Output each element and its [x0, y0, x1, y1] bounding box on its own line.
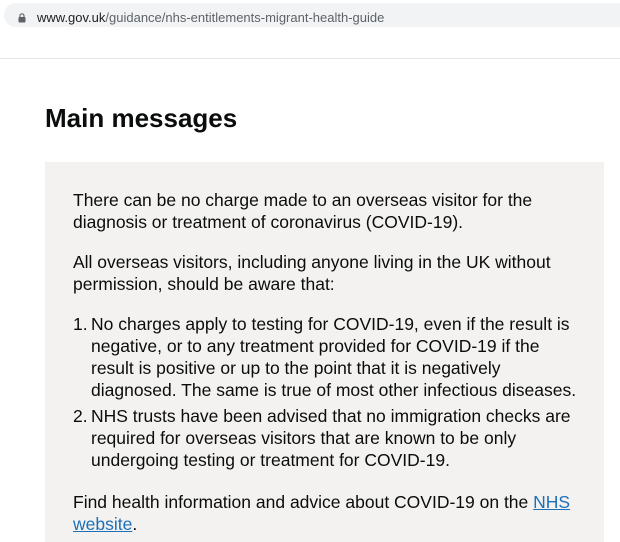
url-field[interactable] [4, 3, 620, 27]
browser-address-bar [0, 0, 620, 30]
paragraph-overseas-visitors: All overseas visitors, including anyone living in the UK without permission, should be aware that: [73, 252, 551, 294]
list-item-number: 2. [73, 406, 88, 426]
list-item [73, 405, 583, 471]
nhs-website-link[interactable]: NHS website [73, 492, 571, 534]
list-item-number: 1. [73, 314, 88, 334]
header-divider [0, 58, 620, 59]
main-messages-panel [45, 162, 604, 542]
paragraph-no-charge: There can be no charge made to an overseas visitor for the diagnosis or treatment of coronavirus (COVID-19). [73, 190, 533, 232]
paragraph-health-info [73, 491, 583, 535]
health-info-suffix: . [132, 514, 138, 534]
messages-list [73, 313, 583, 475]
url-path: /guidance/nhs-entitlements-migrant-health-guide [105, 10, 385, 25]
health-info-text: Find health information and advice about COVID-19 on the [73, 492, 534, 512]
list-item-text: No charges apply to testing for COVID-19, even if the result is negative, or to any treatment provided for COVID-19 if the result is positive or up to the point that it is negatively diagnosed. The same is true of most other infectious diseases. [91, 314, 577, 400]
list-item [73, 313, 583, 401]
url-domain: www.gov.uk [37, 10, 106, 25]
url-text[interactable] [37, 10, 384, 26]
page-title: Main messages [45, 103, 238, 133]
list-item-text: NHS trusts have been advised that no immigration checks are required for overseas visitors that are known to be only undergoing testing or treatment for COVID-19. [91, 406, 571, 470]
lock-icon[interactable] [18, 13, 26, 23]
